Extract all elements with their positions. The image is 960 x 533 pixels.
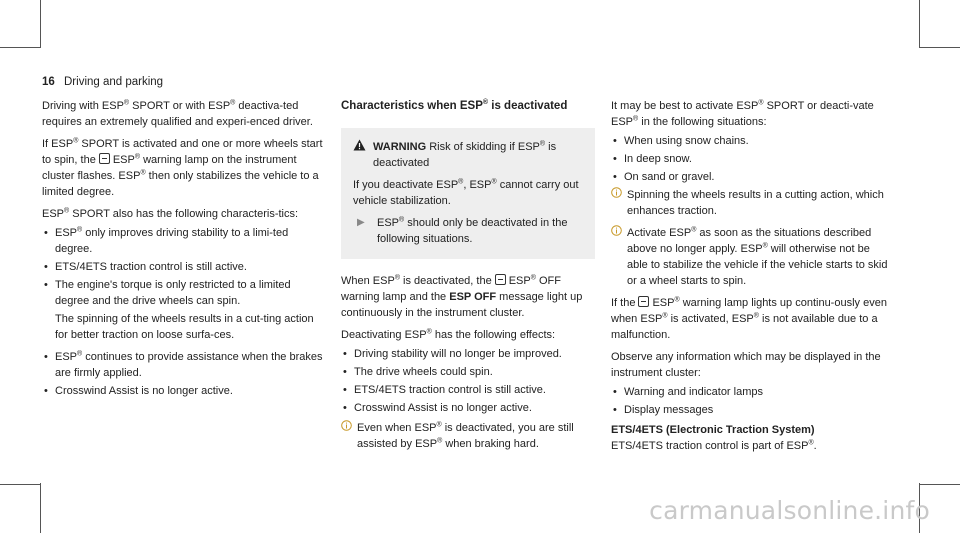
info-icon [611, 187, 627, 219]
esp-off-icon [495, 274, 506, 285]
paragraph: The spinning of the wheels results in a cut-ting action for better traction on loose surfa-ces. [55, 313, 314, 341]
list-item: • On sand or gravel. [611, 169, 889, 185]
crop-mark [0, 47, 41, 48]
esp-warning-icon [99, 153, 110, 164]
section-heading: ETS/4ETS (Electronic Traction System) [611, 424, 815, 436]
list-item: • Crosswind Assist is no longer active. [341, 400, 595, 416]
list-item: • The drive wheels could spin. [341, 364, 595, 380]
arrow-right-icon: ▶ [357, 217, 365, 228]
info-icon [341, 420, 357, 452]
list-item: • ETS/4ETS traction control is still active. [341, 382, 595, 398]
paragraph: Driving with ESP® SPORT or with ESP® deactiva-ted requires an extremely qualified and experi-enced driver. [42, 99, 313, 128]
crop-mark [919, 484, 960, 485]
paragraph: Deactivating ESP® has the following effects: [341, 328, 556, 341]
list-item: • Crosswind Assist is no longer active. [42, 383, 324, 399]
warning-triangle-icon [353, 139, 373, 171]
warning-text: If you deactivate ESP®, ESP® cannot carry out vehicle stabilization. [353, 178, 579, 207]
bullet-list [42, 349, 324, 399]
watermark: carmanualsonline.info [649, 496, 930, 525]
list-item: • Warning and indicator lamps [611, 384, 889, 400]
paragraph: It may be best to activate ESP® SPORT or deacti-vate ESP® in the following situations: [611, 99, 874, 128]
paragraph: Observe any information which may be displayed in the instrument cluster: [611, 351, 881, 379]
column-left [42, 98, 324, 401]
crop-mark [0, 484, 41, 485]
list-item: • Driving stability will no longer be improved. [341, 346, 595, 362]
warning-box: WARNING Risk of skidding if ESP® is deactivated If you deactivate ESP®, ESP® cannot carry out vehicle stabilization. ▶ ESP® should only be deactivated in the following situations. [341, 128, 595, 259]
note: Even when ESP® is deactivated, you are still assisted by ESP® when braking hard. [341, 420, 595, 452]
list-item: • In deep snow. [611, 151, 889, 167]
crop-mark [919, 0, 920, 48]
crop-mark [40, 483, 41, 533]
warning-action: ▶ ESP® should only be deactivated in the following situations. [357, 216, 568, 245]
list-item: • When using snow chains. [611, 133, 889, 149]
column-middle [341, 98, 595, 458]
list-item: • ESP® continues to provide assistance when the brakes are firmly applied. [42, 349, 324, 381]
list-item: • The engine's torque is only restricted to a limited degree and the drive wheels can spin. [42, 277, 324, 309]
bullet-list [611, 133, 889, 185]
note: Spinning the wheels results in a cutting action, which enhances traction. [611, 187, 889, 219]
esp-warning-icon [638, 296, 649, 307]
info-icon [611, 225, 627, 289]
page-header [42, 74, 163, 90]
column-right [611, 98, 889, 460]
paragraph: ETS/4ETS traction control is part of ESP®. [611, 439, 817, 452]
crop-mark [40, 0, 41, 48]
paragraph: If the ESP® warning lamp lights up continu-ously even when ESP® is activated, ESP® is not available due to a malfunction. [611, 296, 887, 341]
warning-title: WARNING [373, 141, 427, 153]
bullet-list [42, 225, 324, 309]
list-item: • ETS/4ETS traction control is still active. [42, 259, 324, 275]
list-item: • ESP® only improves driving stability to a limi-ted degree. [42, 225, 324, 257]
section-heading: Characteristics when ESP® is deactivated [341, 99, 568, 112]
paragraph: ESP® SPORT also has the following characteris-tics: [42, 207, 299, 220]
paragraph: When ESP® is deactivated, the ESP® OFF warning lamp and the ESP OFF message light up continuously in the instrument cluster. [341, 274, 583, 319]
list-item: • Display messages [611, 402, 889, 418]
page-number: 16 [42, 76, 55, 88]
note: Activate ESP® as soon as the situations described above no longer apply. ESP® will otherwise not be able to stabilize the vehicle if the vehicle starts to skid or a wheel starts to spin. [611, 225, 889, 289]
crop-mark [919, 47, 960, 48]
paragraph: If ESP® SPORT is activated and one or more wheels start to spin, the ESP® warning lamp on the instrument cluster flashes. ESP® then only stabilizes the vehicle to a limited degree. [42, 137, 323, 198]
section-title: Driving and parking [64, 76, 164, 88]
bullet-list [611, 384, 889, 418]
bullet-list [341, 346, 595, 416]
